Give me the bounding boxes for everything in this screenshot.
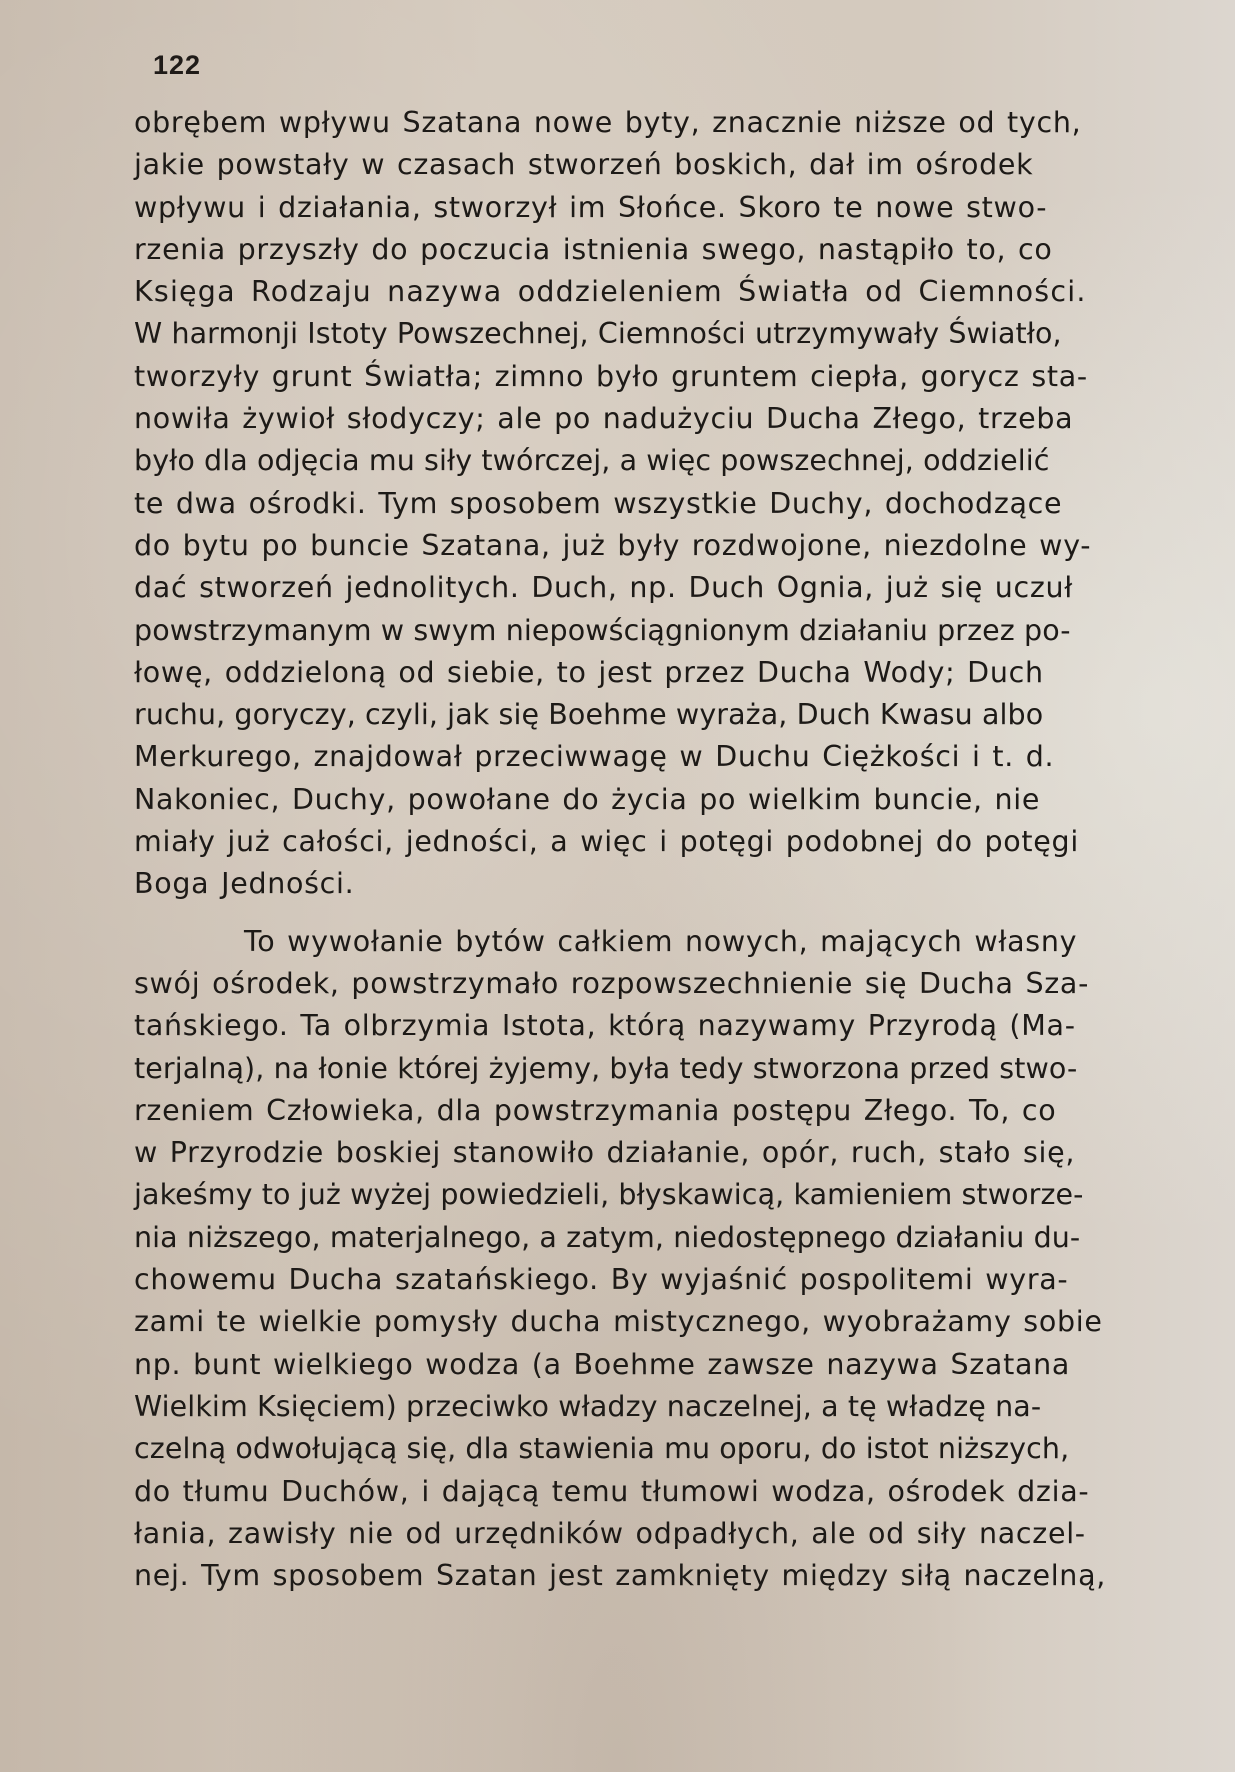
text-line: W harmonji Istoty Powszechnej, Ciemności utrzymywały Światło, [134, 317, 1062, 351]
text-line: jakeśmy to już wyżej powiedzieli, błyskawicą, kamieniem stworze- [134, 1178, 1084, 1212]
text-line: do tłumu Duchów, i dającą temu tłumowi wodza, ośrodek dzia- [134, 1474, 1090, 1508]
text-line: te dwa ośrodki. Tym sposobem wszystkie Duchy, dochodzące [134, 486, 1063, 520]
paragraph-1 [134, 102, 1174, 906]
text-line: do bytu po buncie Szatana, już były rozdwojone, niezdolne wy- [134, 528, 1092, 562]
text-line: Księga Rodzaju nazywa oddzieleniem Światła od Ciemności. [134, 275, 1087, 309]
text-line: nia niższego, materjalnego, a zatym, niedostępnego działaniu du- [134, 1220, 1081, 1254]
text-line: To wywołanie bytów całkiem nowych, mających własny [244, 924, 1078, 958]
text-line: jakie powstały w czasach stworzeń boskich, dał im ośrodek [134, 148, 1034, 182]
text-line: miały już całości, jedności, a więc i potęgi podobnej do potęgi [134, 825, 1079, 859]
text-line: łowę, oddzieloną od siebie, to jest przez Ducha Wody; Duch [134, 655, 1044, 689]
text-line: nowiła żywioł słodyczy; ale po nadużyciu Ducha Złego, trzeba [134, 402, 1074, 436]
text-line: dać stworzeń jednolitych. Duch, np. Duch Ognia, już się uczuł [134, 571, 1074, 605]
text-line: w Przyrodzie boskiej stanowiło działanie, opór, ruch, stało się, [134, 1136, 1076, 1170]
text-line: tworzyły grunt Światła; zimno było gruntem ciepła, gorycz sta- [134, 359, 1088, 393]
paragraph-gap [134, 906, 1174, 921]
text-line: powstrzymanym w swym niepowściągnionym działaniu przez po- [134, 613, 1071, 647]
text-line: Boga Jedności. [134, 867, 355, 901]
text-line: było dla odjęcia mu siły twórczej, a więc powszechnej, oddzielić [134, 444, 1050, 478]
page-number: 122 [153, 50, 202, 80]
text-line: ruchu, goryczy, czyli, jak się Boehme wyraża, Duch Kwasu albo [134, 698, 1044, 732]
text-line: terjalną), na łonie której żyjemy, była tedy stworzona przed stwo- [134, 1051, 1078, 1085]
text-line: czelną odwołującą się, dla stawienia mu oporu, do istot niższych, [134, 1432, 1070, 1466]
paragraph-2 [134, 921, 1174, 1598]
text-line: Nakoniec, Duchy, powołane do życia po wielkim buncie, nie [134, 782, 1041, 816]
text-line: chowemu Ducha szatańskiego. By wyjaśnić pospolitemi wyra- [134, 1263, 1069, 1297]
text-line: swój ośrodek, powstrzymało rozpowszechnienie się Ducha Sza- [134, 966, 1090, 1000]
text-line: np. bunt wielkiego wodza (a Boehme zawsze nazywa Szatana [134, 1347, 1071, 1381]
text-line: tańskiego. Ta olbrzymia Istota, którą nazywamy Przyrodą (Ma- [134, 1009, 1076, 1043]
text-line: Merkurego, znajdował przeciwwagę w Duchu Ciężkości i t. d. [134, 740, 1055, 774]
text-line: Wielkim Księciem) przeciwko władzy naczelnej, a tę władzę na- [134, 1389, 1042, 1423]
page-body-text [134, 102, 1174, 1597]
text-line: zami te wielkie pomysły ducha mistycznego, wyobrażamy sobie [134, 1305, 1103, 1339]
text-line: rzenia przyszły do poczucia istnienia swego, nastąpiło to, co [134, 232, 1053, 266]
text-line: nej. Tym sposobem Szatan jest zamknięty między siłą naczelną, [134, 1559, 1106, 1593]
text-line: wpływu i działania, stworzył im Słońce. Skoro te nowe stwo- [134, 190, 1048, 224]
text-line: łania, zawisły nie od urzędników odpadłych, ale od siły naczel- [134, 1516, 1086, 1550]
text-line: rzeniem Człowieka, dla powstrzymania postępu Złego. To, co [134, 1093, 1057, 1127]
text-line: obrębem wpływu Szatana nowe byty, znacznie niższe od tych, [134, 106, 1082, 139]
